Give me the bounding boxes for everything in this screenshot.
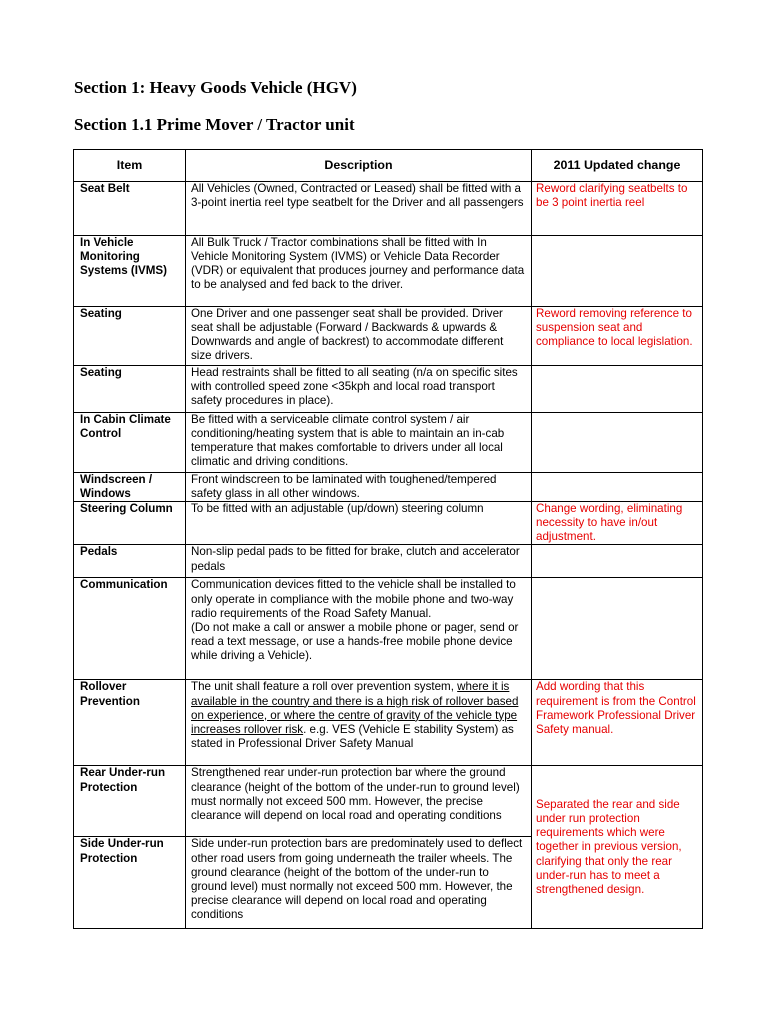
row-description: Front windscreen to be laminated with toughened/tempered safety glass in all other windows.: [186, 473, 532, 502]
row-change: Change wording, eliminating necessity to have in/out adjustment.: [532, 502, 703, 545]
header-change: 2011 Updated change: [532, 150, 703, 182]
row-change: [532, 366, 703, 413]
row-change: Reword removing reference to suspension seat and compliance to local legislation.: [532, 307, 703, 366]
row-change: [532, 545, 703, 578]
row-item: In Cabin Climate Control: [74, 413, 186, 473]
row-item: Communication: [74, 578, 186, 680]
row-item: Seating: [74, 307, 186, 366]
description-paragraph: (Do not make a call or answer a mobile phone or pager, send or read a text message, or use a hands-free mobile phone device while driving a Vehicle).: [191, 620, 519, 662]
row-change: Reword clarifying seatbelts to be 3 point inertia reel: [532, 182, 703, 236]
description-text: The unit shall feature a roll over prevention system,: [191, 680, 458, 694]
row-change: [532, 236, 703, 307]
description-text: . e.g. VES (Vehicle E stability System) as stated in Professional Driver Safety Manual: [191, 722, 514, 750]
row-description: One Driver and one passenger seat shall be provided. Driver seat shall be adjustable (Forward / Backwards & upwards & Downwards and angle of backrest) to accommodate different size drivers.: [186, 307, 532, 366]
row-change: [532, 413, 703, 473]
underlined-text: where it is available in the country and there is a high risk of rollover based on experience, or where the centre of gravity of the vehicle type increases rollover risk: [191, 680, 519, 736]
table-row: [74, 182, 703, 236]
section-heading: Section 1: Heavy Goods Vehicle (HGV): [74, 78, 357, 97]
row-item: Rear Under-run Protection: [74, 766, 186, 837]
row-description: Non-slip pedal pads to be fitted for brake, clutch and accelerator pedals: [186, 545, 532, 578]
row-item: Side Under-run Protection: [74, 837, 186, 929]
row-description: [186, 680, 532, 766]
table-row: [74, 366, 703, 413]
row-description: All Bulk Truck / Tractor combinations shall be fitted with In Vehicle Monitoring System (IVMS) or Vehicle Data Recorder (VDR) or equivalent that produces journey and performance data to be analysed and fed back to the driver.: [186, 236, 532, 307]
row-description: To be fitted with an adjustable (up/down) steering column: [186, 502, 532, 545]
header-description: Description: [186, 150, 532, 182]
table-row: [74, 307, 703, 366]
row-change: [532, 473, 703, 502]
row-item: Steering Column: [74, 502, 186, 545]
table-row: [74, 502, 703, 545]
table-row: [74, 766, 703, 837]
requirements-table: [73, 149, 703, 929]
row-description: Head restraints shall be fitted to all seating (n/a on specific sites with controlled speed zone <35kph and local road transport safety procedures in place).: [186, 366, 532, 413]
table-row: [74, 473, 703, 502]
row-description: Be fitted with a serviceable climate control system / air conditioning/heating system that is able to maintain an in-cab temperature that makes comfortable to drivers under all local climatic and driving conditions.: [186, 413, 532, 473]
row-change: [532, 578, 703, 680]
row-description: [186, 578, 532, 680]
row-change: Add wording that this requirement is from the Control Framework Professional Driver Safety manual.: [532, 680, 703, 766]
table-row: [74, 578, 703, 680]
description-paragraph: Communication devices fitted to the vehicle shall be installed to only operate in compliance with the mobile phone and two-way radio requirements of the Road Safety Manual.: [191, 578, 516, 620]
table-row: [74, 413, 703, 473]
header-item: Item: [74, 150, 186, 182]
row-item: In Vehicle Monitoring Systems (IVMS): [74, 236, 186, 307]
row-item: Rollover Prevention: [74, 680, 186, 766]
row-item: Seating: [74, 366, 186, 413]
row-description: Strengthened rear under-run protection bar where the ground clearance (height of the bottom of the under-run to ground level) must normally not exceed 500 mm. However, the precise clearance will depend on local road and operating conditions: [186, 766, 532, 837]
table-row: [74, 236, 703, 307]
row-description: Side under-run protection bars are predominately used to deflect other road users from going underneath the trailer wheels. The ground clearance (height of the bottom of the under-run to ground level) must normally not exceed 500 mm. However, the precise clearance will depend on local road and operating conditions: [186, 837, 532, 929]
subsection-heading: Section 1.1 Prime Mover / Tractor unit: [74, 115, 355, 134]
row-item: Windscreen / Windows: [74, 473, 186, 502]
row-change: Separated the rear and side under run protection requirements which were together in previous version, clarifying that only the rear under-run has to meet a strengthened design.: [532, 766, 703, 929]
row-item: Seat Belt: [74, 182, 186, 236]
table-header-row: [74, 150, 703, 182]
table-row: [74, 680, 703, 766]
row-item: Pedals: [74, 545, 186, 578]
row-description: All Vehicles (Owned, Contracted or Leased) shall be fitted with a 3-point inertia reel type seatbelt for the Driver and all passengers: [186, 182, 532, 236]
table-row: [74, 545, 703, 578]
